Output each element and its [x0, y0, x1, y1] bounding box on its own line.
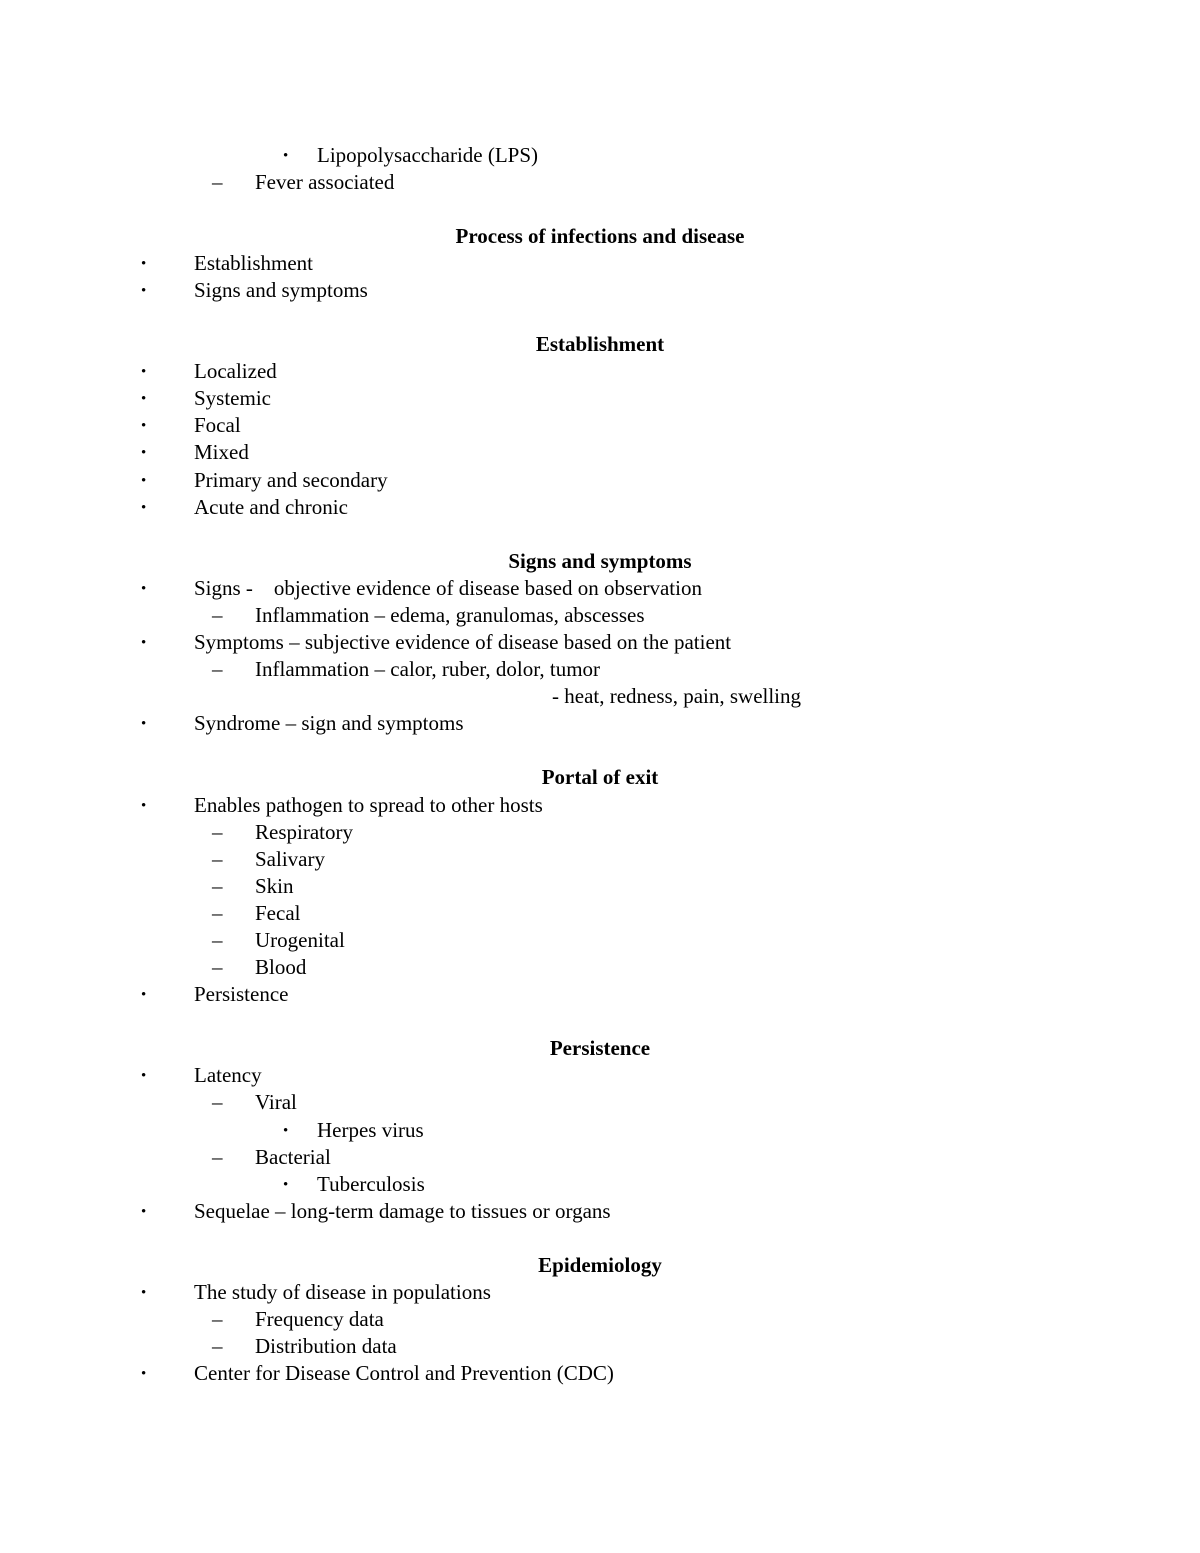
bullet-marker: •: [141, 716, 147, 732]
dash-marker: –: [212, 847, 223, 871]
sub-list-item: Salivary: [255, 847, 325, 871]
bullet-marker: •: [141, 283, 147, 299]
bullet-marker: •: [141, 987, 147, 1003]
dash-marker: –: [212, 1145, 223, 1169]
bullet-marker: •: [141, 1068, 147, 1084]
continuation-text: - heat, redness, pain, swelling: [552, 684, 802, 708]
sub-list-item: Urogenital: [255, 928, 345, 952]
bullet-marker: •: [141, 1366, 147, 1382]
bullet-marker: •: [141, 364, 147, 380]
bullet-marker: •: [283, 1123, 289, 1139]
bullet-marker: •: [141, 500, 147, 516]
sub-list-item: Inflammation – edema, granulomas, abscesses: [255, 603, 645, 627]
sub-list-item: Fecal: [255, 901, 301, 925]
dash-marker: –: [212, 901, 223, 925]
dash-marker: –: [212, 1334, 223, 1358]
list-item: Syndrome – sign and symptoms: [194, 711, 464, 735]
dash-marker: –: [212, 874, 223, 898]
list-item: Signs and symptoms: [194, 278, 368, 302]
dash-marker: –: [212, 603, 223, 627]
dash-marker: –: [212, 955, 223, 979]
sub-list-item: Bacterial: [255, 1145, 331, 1169]
section-heading: Persistence: [549, 1036, 651, 1060]
list-item: Enables pathogen to spread to other hosts: [194, 793, 543, 817]
bullet-marker: •: [141, 473, 147, 489]
list-item: Symptoms – subjective evidence of disease based on the patient: [194, 630, 732, 654]
bullet-marker: •: [141, 581, 147, 597]
dash-marker: –: [212, 170, 223, 194]
dash-marker: –: [212, 657, 223, 681]
list-item: Establishment: [194, 251, 313, 275]
list-item: Localized: [194, 359, 277, 383]
bullet-marker: •: [141, 418, 147, 434]
dash-marker: –: [212, 1090, 223, 1114]
list-item: Mixed: [194, 440, 249, 464]
list-item: Sequelae – long-term damage to tissues or organs: [194, 1199, 611, 1223]
bullet-marker: •: [141, 1204, 147, 1220]
list-item: Focal: [194, 413, 241, 437]
sub-list-item: Respiratory: [255, 820, 353, 844]
bullet-marker: •: [141, 445, 147, 461]
dash-marker: –: [212, 928, 223, 952]
bullet-marker: •: [141, 1285, 147, 1301]
sub-list-item: Skin: [255, 874, 294, 898]
list-item: Acute and chronic: [194, 495, 348, 519]
sub-list-item: Blood: [255, 955, 307, 979]
sub-list-item: Distribution data: [255, 1334, 397, 1358]
list-item: Primary and secondary: [194, 468, 388, 492]
list-item: Systemic: [194, 386, 271, 410]
section-heading: Signs and symptoms: [508, 549, 692, 573]
sub-sub-list-item: Herpes virus: [317, 1118, 424, 1142]
sub-sub-list-item: Lipopolysaccharide (LPS): [317, 143, 539, 167]
sub-sub-list-item: Tuberculosis: [317, 1172, 425, 1196]
sub-list-item: Viral: [255, 1090, 297, 1114]
list-item: Latency: [194, 1063, 262, 1087]
sub-list-item: Frequency data: [255, 1307, 384, 1331]
list-item: Signs - objective evidence of disease based on observation: [194, 576, 702, 600]
section-heading: Establishment: [535, 332, 665, 356]
list-item: The study of disease in populations: [194, 1280, 491, 1304]
bullet-marker: •: [141, 391, 147, 407]
list-item: Center for Disease Control and Prevention (CDC): [194, 1361, 614, 1385]
section-heading: Portal of exit: [541, 765, 659, 789]
dash-marker: –: [212, 820, 223, 844]
bullet-marker: •: [283, 148, 289, 164]
sub-list-item: Fever associated: [255, 170, 395, 194]
section-heading: Epidemiology: [538, 1253, 662, 1277]
dash-marker: –: [212, 1307, 223, 1331]
bullet-marker: •: [283, 1177, 289, 1193]
sub-list-item: Inflammation – calor, ruber, dolor, tumor: [255, 657, 601, 681]
bullet-marker: •: [141, 798, 147, 814]
bullet-marker: •: [141, 256, 147, 272]
bullet-marker: •: [141, 635, 147, 651]
list-item: Persistence: [194, 982, 289, 1006]
section-heading: Process of infections and disease: [455, 224, 745, 248]
